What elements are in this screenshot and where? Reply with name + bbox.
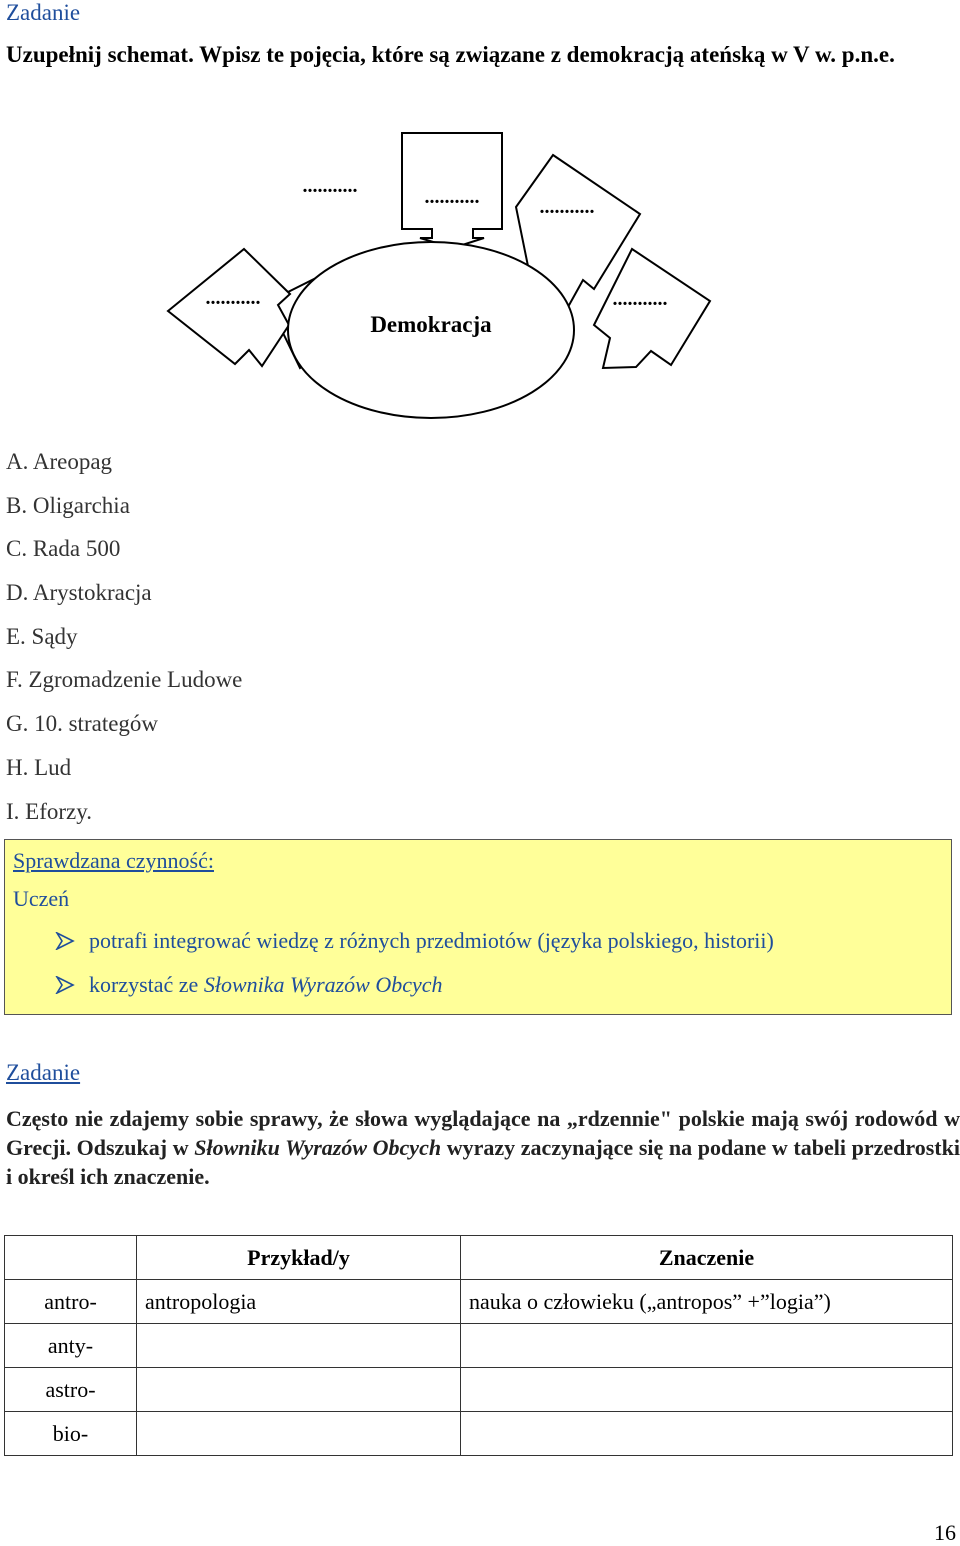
skill-item [55,970,774,1014]
prefix-cell: astro- [5,1368,137,1412]
table-header-cell: Znaczenie [461,1236,953,1280]
answer-list [6,446,242,839]
answer-option: G. 10. strategów [6,711,159,737]
table-row [5,1324,953,1368]
diagram-placeholder-2: ........... [424,186,480,208]
diagram-placeholder-1: ........... [302,175,358,197]
diagram-placeholder-5: ........... [612,288,668,310]
skill-item [55,926,774,970]
skill-text: korzystać ze [89,972,204,997]
table-row [5,1368,953,1412]
prefix-table [4,1235,953,1456]
example-cell[interactable]: antropologia [137,1280,461,1324]
skills-list [55,926,774,1014]
diagram-placeholder-4: ........... [205,287,261,309]
prefix-cell: bio- [5,1412,137,1456]
answer-option: E. Sądy [6,623,78,649]
prefix-cell: anty- [5,1324,137,1368]
arrow-bullet-icon [55,932,75,950]
table-header-row [5,1236,953,1280]
task2-heading: Zadanie [6,1060,81,1085]
table-row [5,1412,953,1456]
task2-text-italic: Słowniku Wyrazów Obcych [194,1135,442,1160]
skills-box [4,839,952,1015]
task1-instruction: Uzupełnij schemat. Wpisz te pojęcia, które są związane z demokracją ateńską w V w. p.n.e. [6,42,895,67]
answer-option: C. Rada 500 [6,536,121,562]
example-cell[interactable] [137,1368,461,1412]
skills-pupil: Uczeń [13,886,70,911]
meaning-cell[interactable] [461,1368,953,1412]
democracy-diagram [0,125,720,425]
meaning-cell[interactable]: nauka o człowieku („antropos” +”logia”) [461,1280,953,1324]
task2-text: wyrazy zaczynające się na podane w tabeli przedrostki i określ ich znaczenie. [6,1135,960,1189]
answer-option: F. Zgromadzenie Ludowe [6,667,243,693]
diagram-center-label: Demokracja [370,312,492,337]
task1-heading: Zadanie [6,0,81,25]
task2-instruction [6,1104,960,1191]
example-cell[interactable] [137,1412,461,1456]
task2-text: Często nie zdajemy sobie sprawy, że słowa wyglądające na „rdzennie" polskie mają swój rodowód w Grecji. Odszukaj w [6,1106,960,1160]
answer-option: D. Arystokracja [6,580,152,606]
meaning-cell[interactable] [461,1324,953,1368]
answer-option: I. Eforzy. [6,798,92,824]
page-number: 16 [934,1520,956,1545]
answer-option: B. Oligarchia [6,492,130,518]
table-row [5,1280,953,1324]
table-header-cell: Przykład/y [137,1236,461,1280]
arrow-bullet-icon [55,976,75,994]
answer-option: H. Lud [6,754,72,780]
meaning-cell[interactable] [461,1412,953,1456]
answer-option: A. Areopag [6,449,113,474]
table-header-cell [5,1236,137,1280]
skill-text: potrafi integrować wiedzę z różnych przedmiotów (języka polskiego, historii) [89,928,774,953]
skills-title: Sprawdzana czynność: [13,848,214,873]
prefix-cell: antro- [5,1280,137,1324]
example-cell[interactable] [137,1324,461,1368]
diagram-placeholder-3: ........... [539,196,595,218]
skill-text-italic: Słownika Wyrazów Obcych [203,972,443,997]
